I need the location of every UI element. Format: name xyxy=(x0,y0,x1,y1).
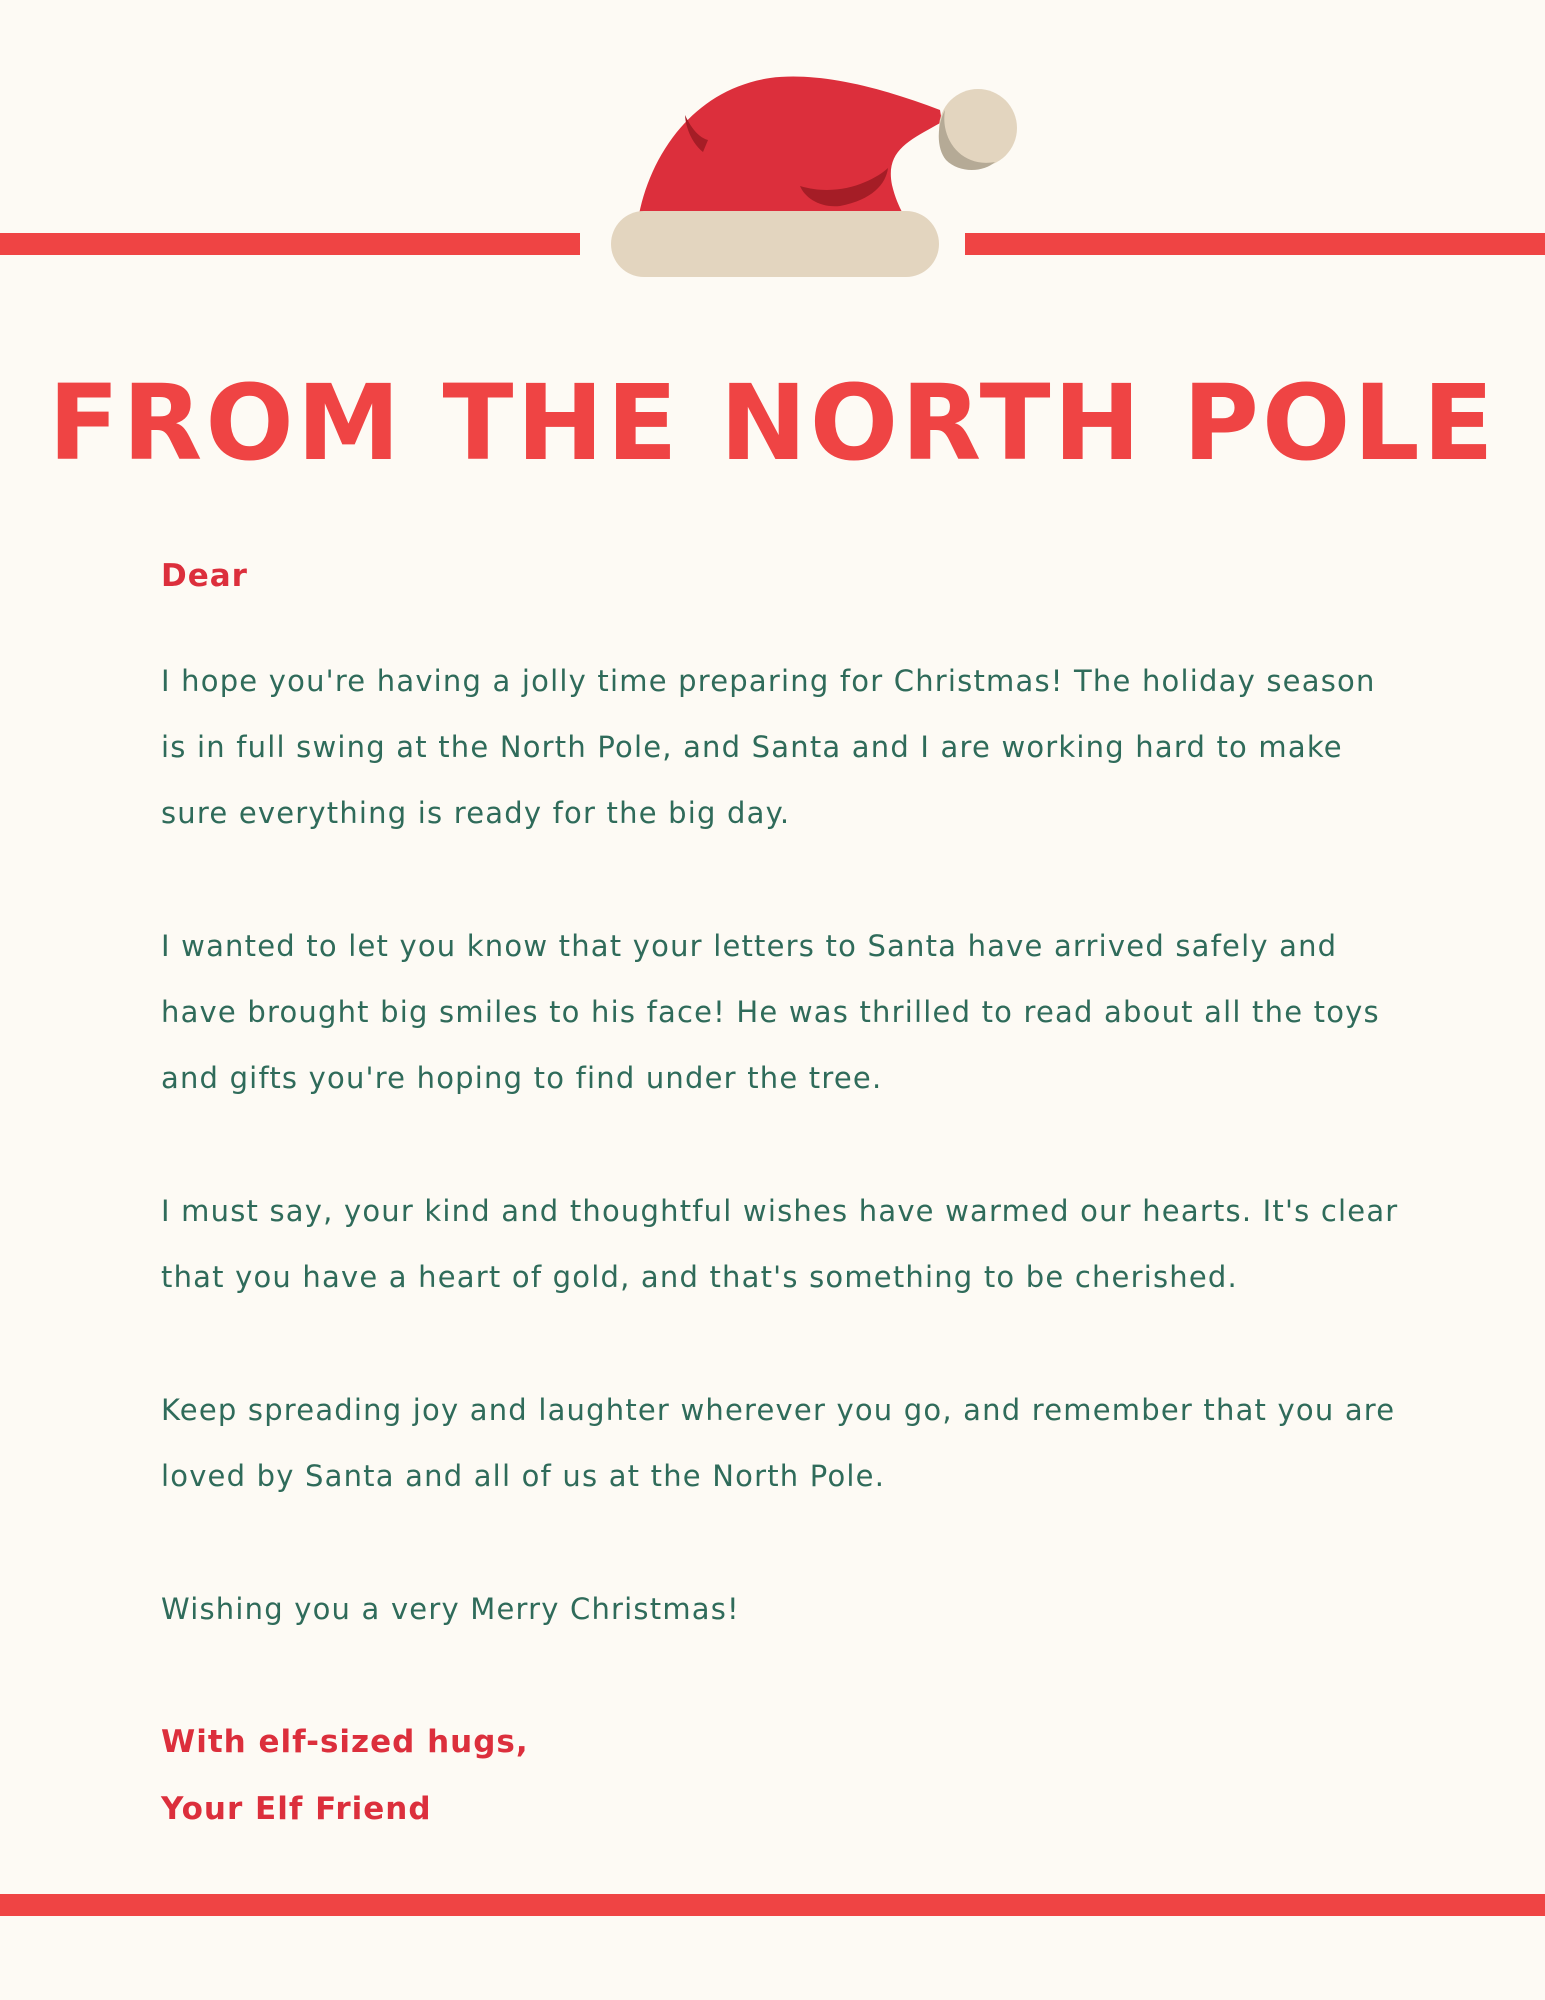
signoff-signature: Your Elf Friend xyxy=(161,1791,432,1827)
paragraph-2-line-2: have brought big smiles to his face! He was thrilled to read about all the toys xyxy=(161,995,1380,1029)
paragraph-1-line-1: I hope you're having a jolly time preparing for Christmas! The holiday season xyxy=(161,664,1376,698)
hat-trim xyxy=(611,211,939,277)
paragraph-5-line-1: Wishing you a very Merry Christmas! xyxy=(161,1592,740,1626)
paragraph-1-line-3: sure everything is ready for the big day. xyxy=(161,796,791,830)
header-rule-right xyxy=(965,233,1545,255)
footer-rule xyxy=(0,1894,1545,1916)
paragraph-4-line-2: loved by Santa and all of us at the North Pole. xyxy=(161,1459,886,1493)
santa-hat-icon xyxy=(600,60,1040,290)
paragraph-3-line-1: I must say, your kind and thoughtful wishes have warmed our hearts. It's clear xyxy=(161,1194,1399,1228)
paragraph-4-line-1: Keep spreading joy and laughter wherever you go, and remember that you are xyxy=(161,1393,1396,1427)
paragraph-2-line-3: and gifts you're hoping to find under the tree. xyxy=(161,1061,883,1095)
signoff-closing: With elf-sized hugs, xyxy=(161,1724,529,1760)
header-rule-left xyxy=(0,233,580,255)
paragraph-2-line-1: I wanted to let you know that your letters to Santa have arrived safely and xyxy=(161,929,1338,963)
greeting: Dear xyxy=(161,558,248,594)
paragraph-3-line-2: that you have a heart of gold, and that's something to be cherished. xyxy=(161,1260,1238,1294)
paragraph-1-line-2: is in full swing at the North Pole, and Santa and I are working hard to make xyxy=(161,730,1343,764)
letter-title: FROM THE NORTH POLE xyxy=(48,362,1497,484)
